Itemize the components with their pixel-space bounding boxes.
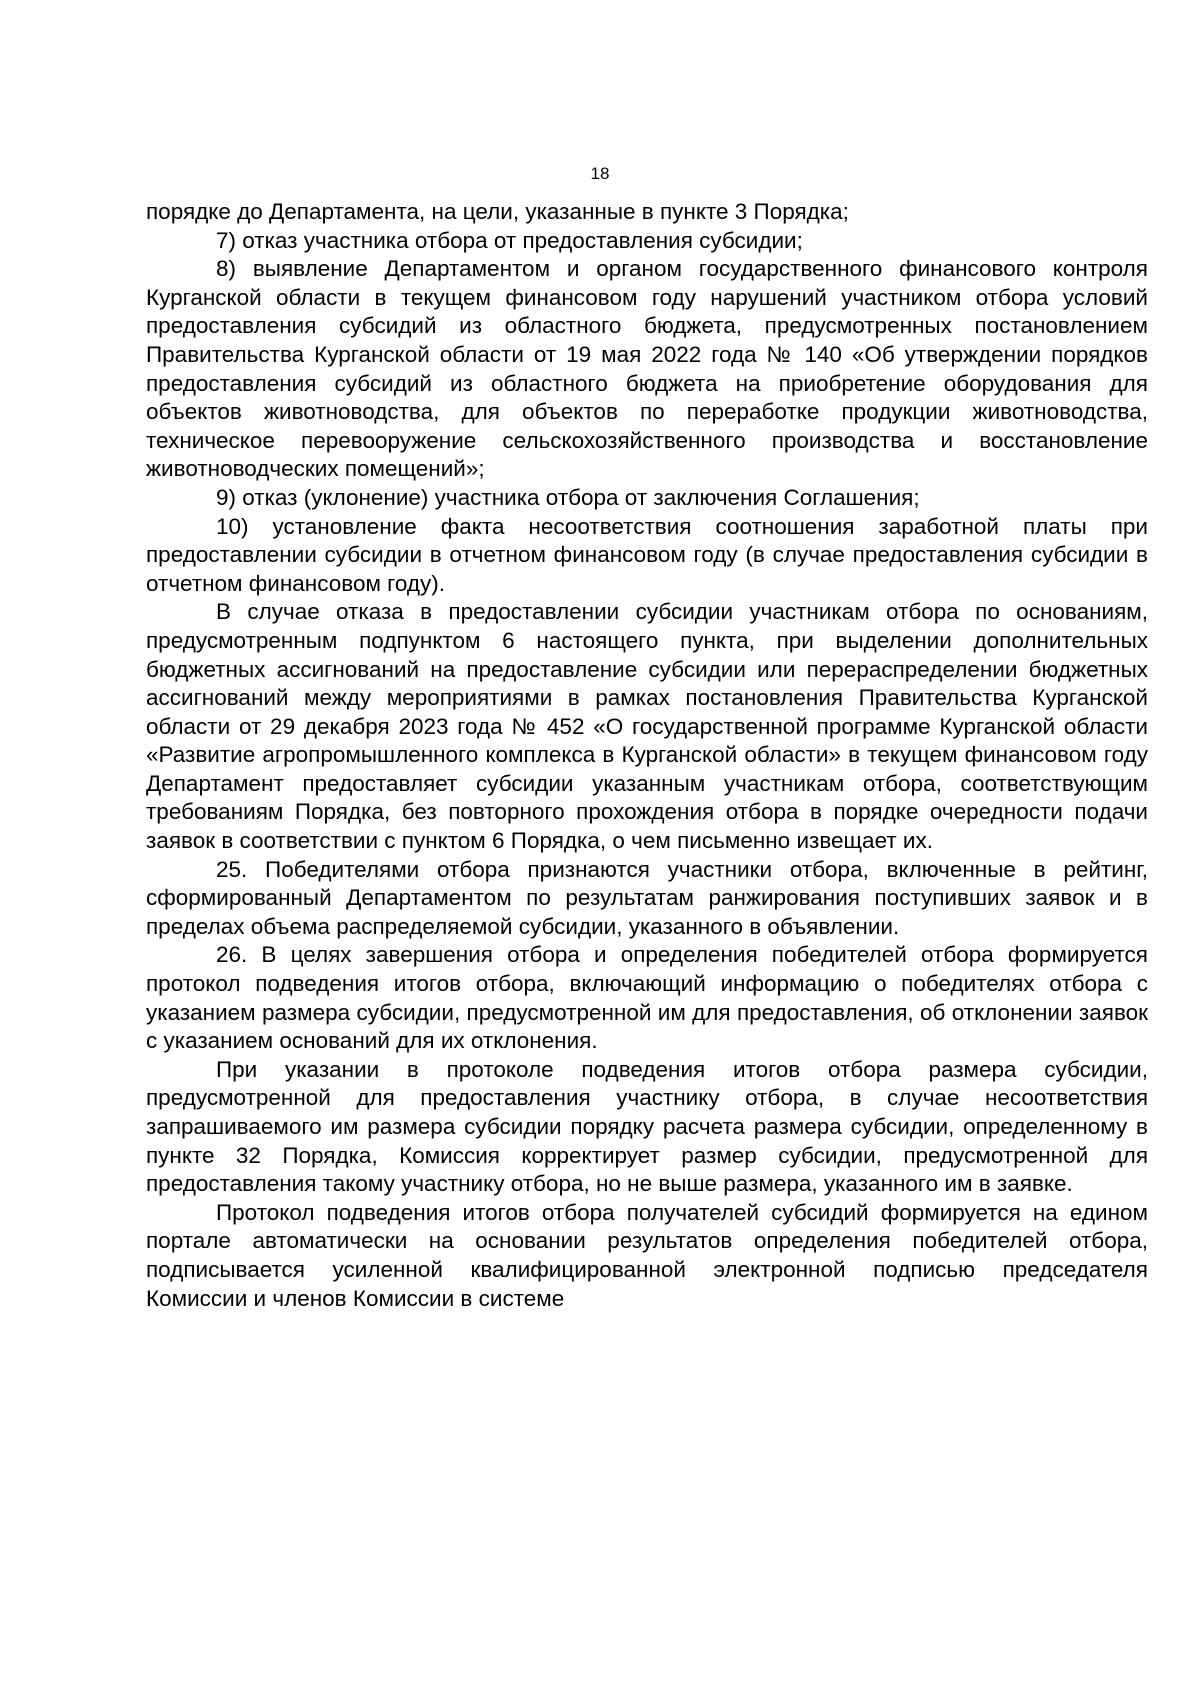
list-item-7: 7) отказ участника отбора от предоставления субсидии; [216,227,803,253]
list-item-8: 8) выявление Департаментом и органом государственного финансового контроля Курганской области в текущем финансовом году нарушений участником отбора условий предоставления субсидий из областного бюджета, предусмотренных постановлением Правительства Курганской области от 19 мая 2022 года № 140 «Об утверждении порядков предоставления субсидий из областного бюджета на приобретение оборудования для объектов животноводства, для объектов по переработке продукции животноводства, техническое перевооружение сельскохозяйственного производства и восстановление животноводческих помещений»; [146,256,1148,482]
paragraph-continuation: порядке до Департамента, на цели, указанные в пункте 3 Порядка; [146,199,849,224]
paragraph-protocol-correction: При указании в протоколе подведения итогов отбора размера субсидии, предусмотренной для предоставления участнику отбора, в случае несоответствия запрашиваемого им размера субсидии порядку расчета размера субсидии, определенному в пункте 32 Порядка, Комиссия корректирует размер субсидии, предусмотренной для предоставления такому участнику отбора, но не выше размера, указанного им в заявке. [146,1056,1148,1197]
clause-25: 25. Победителями отбора признаются участники отбора, включенные в рейтинг, сформированный Департаментом по результатам ранжирования поступивших заявок и в пределах объема распределяемой субсидии, указанного в объявлении. [146,856,1148,939]
document-body [146,198,1148,1313]
list-item-9: 9) отказ (уклонение) участника отбора от заключения Соглашения; [216,484,920,510]
list-item-10: 10) установление факта несоответствия соотношения заработной платы при предоставлении субсидии в отчетном финансовом году (в случае предоставления субсидии в отчетном финансовом году). [146,513,1148,596]
paragraph-refusal-case: В случае отказа в предоставлении субсидии участникам отбора по основаниям, предусмотренным подпунктом 6 настоящего пункта, при выделении дополнительных бюджетных ассигнований на предоставление субсидии или перераспределении бюджетных ассигнований между мероприятиями в рамках постановления Правительства Курганской области от 29 декабря 2023 года № 452 «О государственной программе Курганской области «Развитие агропромышленного комплекса в Курганской области» в текущем финансовом году Департамент предоставляет субсидии указанным участникам отбора, соответствующим требованиям Порядка, без повторного прохождения отбора в порядке очередности подачи заявок в соответствии с пунктом 6 Порядка, о чем письменно извещает их. [146,599,1148,854]
page-number: 18 [590,164,610,183]
clause-26: 26. В целях завершения отбора и определения победителей отбора формируется протокол подведения итогов отбора, включающий информацию о победителях отбора с указанием размера субсидии, предусмотренной им для предоставления, об отклонении заявок с указанием оснований для их отклонения. [146,942,1148,1054]
paragraph-protocol-portal: Протокол подведения итогов отбора получателей субсидий формируется на едином портале автоматически на основании результатов определения победителей отбора, подписывается усиленной квалифицированной электронной подписью председателя Комиссии и членов Комиссии в системе [146,1199,1148,1311]
